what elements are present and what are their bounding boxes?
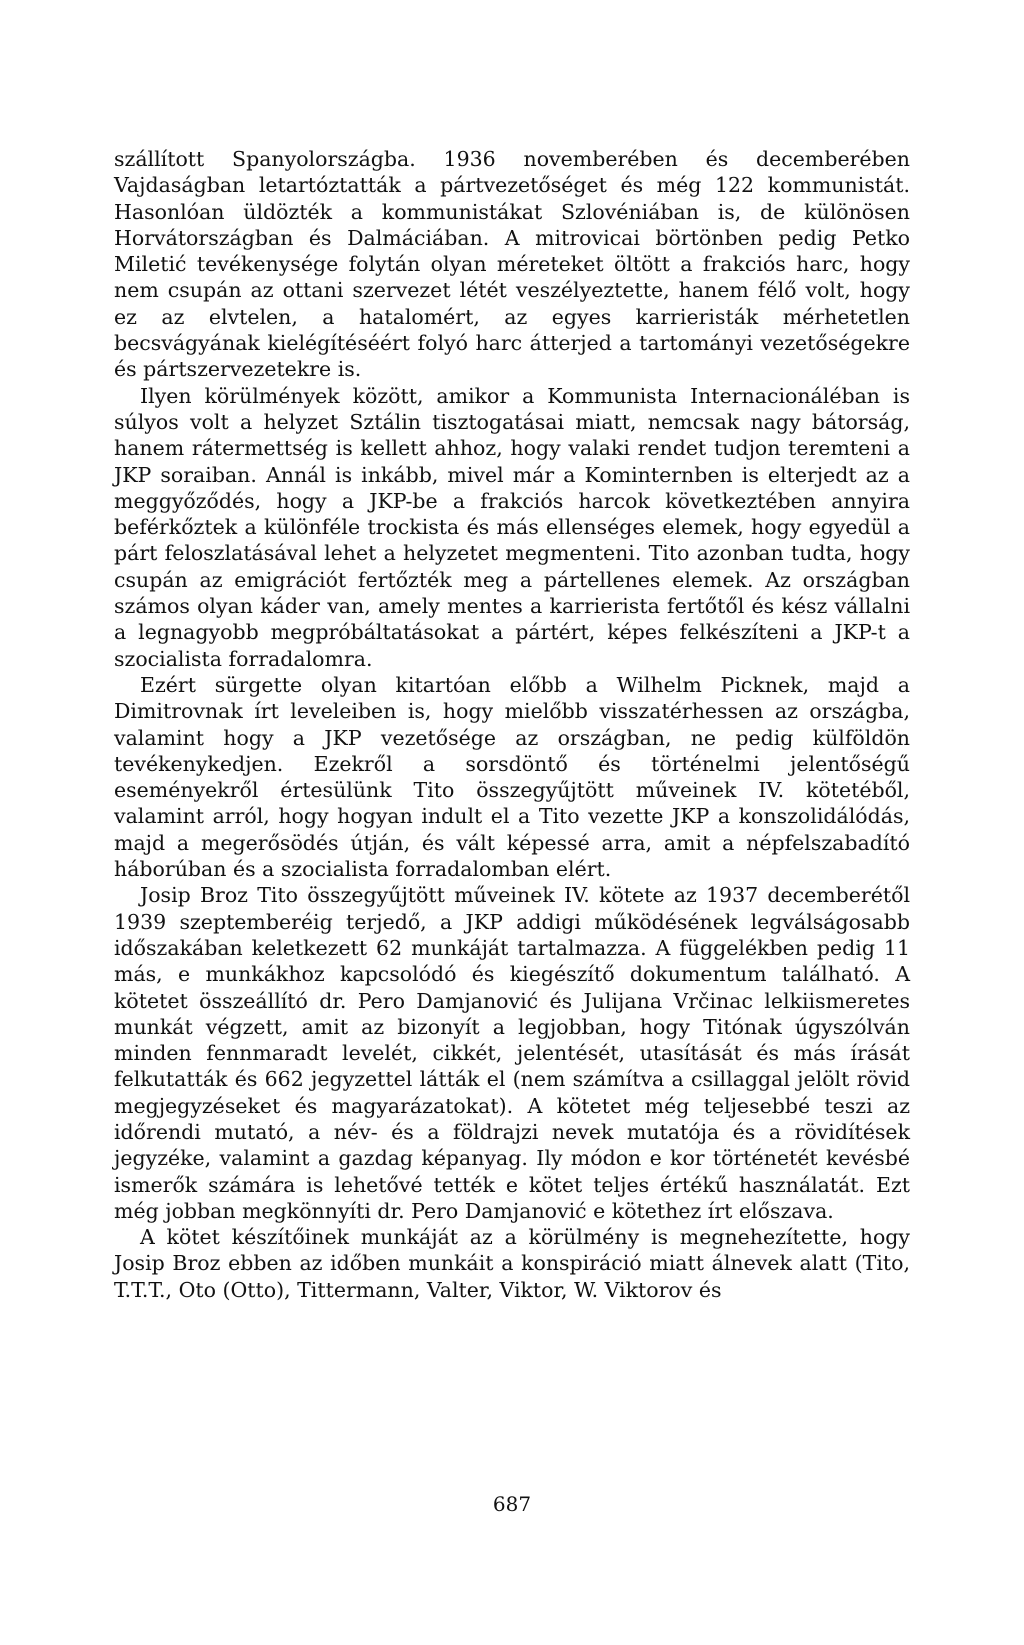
paragraph-pseudonyms: A kötet készítőinek munkáját az a körülmény is megnehezítette, hogy Josip Broz ebben az időben munkáit a konspiráció miatt álnevek alatt (Tito, T.T.T., Oto (Otto), Tittermann, Valter, Viktor, W. Viktorov és: [114, 1225, 910, 1302]
paragraph-volume-contents: Josip Broz Tito összegyűjtött műveinek IV. kötete az 1937 decemberétől 1939 szeptemberéig terjedő, a JKP addigi működésének legválságosabb időszakában keletkezett 62 munkáját tartalmazza. A függelékben pedig 11 más, e munkákhoz kapcsolódó és kiegészítő dokumentum található. A kötetet összeállító dr. Pero Damjanović és Julijana Vrčinac lelkiismeretes munkát végzett, amit az bizonyít a legjobban, hogy Titónak úgyszólván minden fennmaradt levelét, cikkét, jelentését, utasítását és más írását felkutatták és 662 jegyzettel látták el (nem számítva a csillaggal jelölt rövid megjegyzéseket és magyarázatokat). A kötetet még teljesebbé teszi az időrendi mutató, a név- és a földrajzi nevek mutatója és a rövidítések jegyzéke, valamint a gazdag képanyag. Ily módon e kor történetét kevésbé ismerők számára is lehetővé tették e kötet teljes értékű használatát. Ezt még jobban megkönnyíti dr. Pero Damjanović e kötethez írt előszava.: [114, 883, 910, 1223]
body-text: [114, 146, 910, 1303]
paragraph-continued: szállított Spanyolországba. 1936 novemberében és decemberében Vajdaságban letartóztatták a pártvezetőséget és még 122 kommunistát. Hasonlóan üldözték a kommunistákat Szlovéniában is, de különösen Horvátországban és Dalmáciában. A mitrovicai börtönben pedig Petko Miletić tevékenysége folytán olyan méreteket öltött a frakciós harc, hogy nem csupán az ottani szervezet létét veszélyeztette, hanem félő volt, hogy ez az elvtelen, a hatalomért, az egyes karrieristák mérhetetlen becsvágyának kielégítéséért folyó harc átterjed a tartományi vezetőségekre és pártszervezetekre is.: [114, 147, 910, 382]
paragraph-letters: Ezért sürgette olyan kitartóan előbb a Wilhelm Picknek, majd a Dimitrovnak írt leveleiben is, hogy mielőbb visszatérhessen az országba, valamint hogy a JKP vezetősége az országban, ne pedig külföldön tevékenykedjen. Ezekről a sorsdöntő és történelmi jelentőségű eseményekről értesülünk Tito összegyűjtött műveinek IV. kötetéből, valamint arról, hogy hogyan indult el a Tito vezette JKP a konszolidálódás, majd a megerősödés útján, és vált képessé arra, amit a népfelszabadító háborúban és a szocialista forradalomban elért.: [114, 672, 910, 882]
page-number: 687: [492, 1492, 532, 1516]
paragraph-circumstances: Ilyen körülmények között, amikor a Kommunista Internacionáléban is súlyos volt a helyzet Sztálin tisztogatásai miatt, nemcsak nagy bátorság, hanem rátermettség is kellett ahhoz, hogy valaki rendet tudjon teremteni a JKP soraiban. Annál is inkább, mivel már a Kominternben is elterjedt az a meggyőződés, hogy a JKP-be a frakciós harcok következtében annyira beférkőztek a különféle trockista és más ellenséges elemek, hogy egyedül a párt feloszlatásával lehet a helyzetet megmenteni. Tito azonban tudta, hogy csupán az emigrációt fertőzték meg a pártellenes elemek. Az országban számos olyan káder van, amely mentes a karrierista fertőtől és kész vállalni a legnagyobb megpróbáltatásokat a pártért, képes felkészíteni a JKP-t a szocialista forradalomra.: [114, 383, 910, 671]
